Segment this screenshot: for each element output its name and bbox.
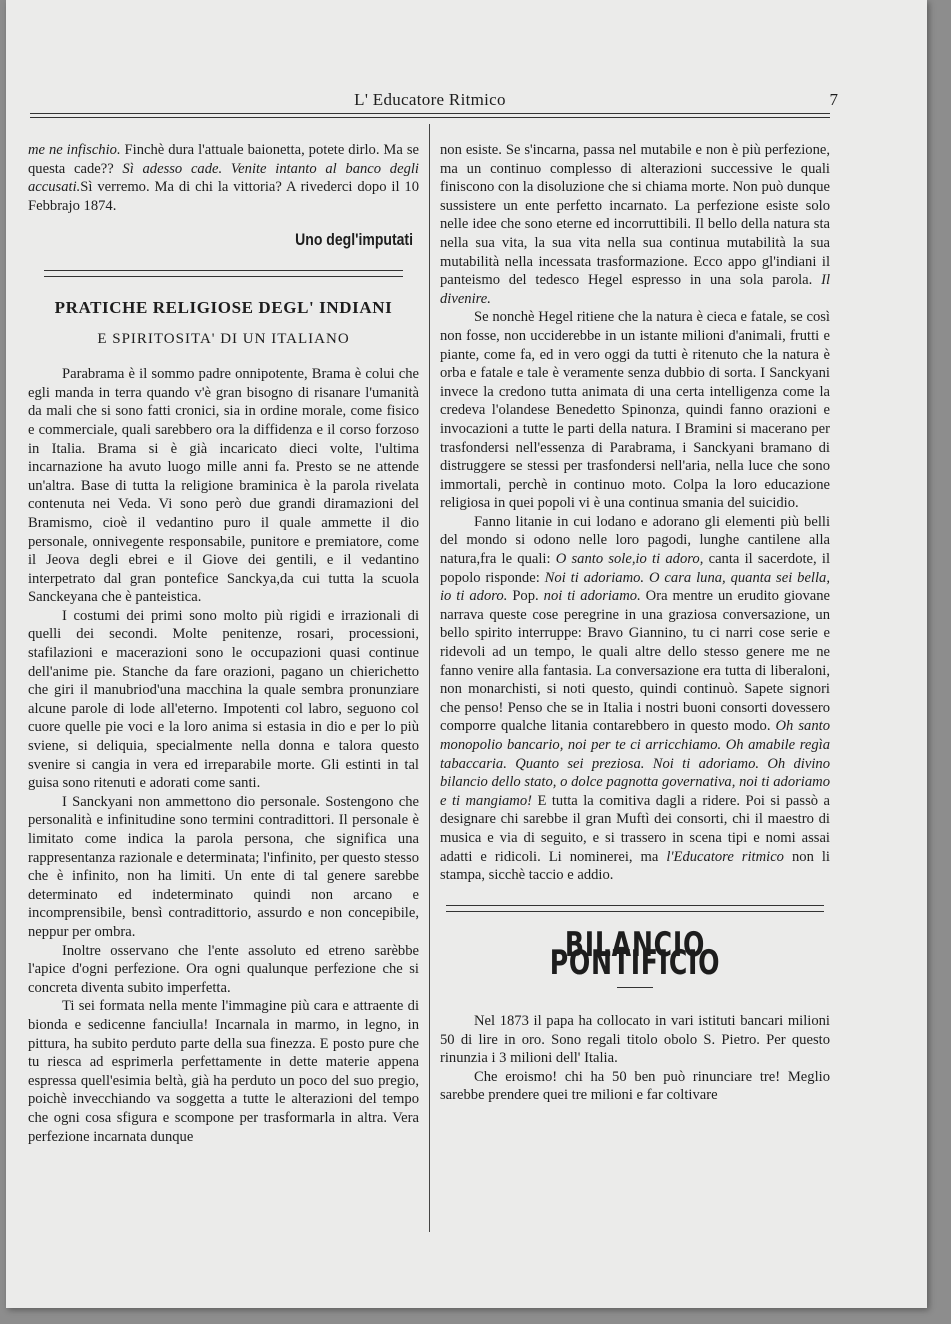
article-paragraph: Parabrama è il sommo padre onnipotente, Brama è colui che egli manda in terra quando v'è gran bisogno di risanare l'umanità da mali che si sono fatti cronici, sia in ordine morale, come fisico e commerciale, quali sarebbero ora la diffidenza e il corso forzoso in Italia. Brama si è già incaricato dieci volte, l'ultima incarnazione ha avuto luogo mille anni fa. Presto se ne attende un'altra. Base di tutta la religione braminica è la parola rivelata contenuta nei Veda. Vi sono però due grandi diramazioni del Bramismo, cioè il vedantino puro il quale ammette il dio personale, onnivegente responsabile, punitore e premiatore, come il Jeova degli ebrei e il Giove dei gentili, e il vedantino interpetrato dal gran pontefice Sanckya,da cui tutta la scuola Sanckeyana che è panteistica. [28,366,419,606]
text-run: non esiste. Se s'incarna, passa nel mutabile e non è più perfezione, ma un continuo complesso di alterazioni successive le quali finiscono con la disoluzione che si chiama morte. Non può dunque sussistere un ente perfetto incarnato. La perfezione esiste solo nelle idee che sono eterne ed incorruttibili. Il bello della natura sta nella sua vita, la sua vita nella sua continua mutabilità la sua mutabilità nella incessata trasformazione. Ecco appo gl'indiani il panteismo del tedesco Hegel espresso in una sola parola. [440,142,830,289]
text-run: non li stampa, sicchè taccio e addio. [440,848,830,884]
left-column [28,141,419,1146]
section-paragraph: Che eroismo! chi ha 50 ben può rinunciare tre! Meglio sarebbe prendere quei tre milioni e far coltivare [440,1068,830,1104]
article-paragraph: I costumi dei primi sono molto più rigidi e irrazionali di quelli dei secondi. Molte penitenze, rosari, processioni, stafilazioni e macerazioni sono le occupazioni quasi continue dell'anime pie. Stanche da fare orazioni, pagano un chierichetto che giri il manubriod'una macchina la quale sembra pronunziare alcune parole di lode all'eterno. Impotenti col labro, seguono col cuore quelle pie voci e la loro anima si estasia in dio e per lo più sviene, si deliquia, specialmente nella donna e talora questo svenire si cangia in vera ed irreparabile morte. Gli estinti in tal guisa sono ritenuti e adorati come santi. [28,607,419,792]
text-run: Fanno litanie in cui lodano e adorano gli elementi più belli del mondo si odono nelle loro pagodi, lunghe cantilene alla natura,fra le quali: [440,513,830,568]
text-run: Finchè dura l'attuale baionetta, potete dirlo. Ma se questa cade?? [28,142,419,177]
italic-text-run: Oh santo monopolio bancario, noi per te ci arricchiamo. Oh amabile regìa tabaccaria. Quanto sei preziosa. Noi ti adoriamo. Oh divino bilancio dello stato, o dolce pagnotta governativa, noi ti adoriamo e ti mangiamo! [440,718,830,809]
right-column [440,141,830,1105]
section-double-rule [44,270,403,277]
article-paragraph [440,308,830,513]
italic-text-run: me ne infischio. [28,142,121,158]
section-paragraph: Nel 1873 il papa ha collocato in vari istituti bancari milioni 50 di lire in oro. Sono regali titolo obolo S. Pietro. Per questo rinunzia i 3 milioni dell' Italia. [440,1012,830,1067]
header-rule [30,113,830,114]
section-double-rule [446,905,824,912]
header-rule [30,117,830,118]
italic-text-run: Il divenire. [440,272,830,307]
column-divider [429,124,430,1232]
text-run: Ora mentre un erudito giovane narrava queste cose peregrine in una graziosa conversazione, un bello spirito interruppe: Bravo Giannino, tu ci narri cose serie e ridevoli ad un tempo, le quali altre dello stesso genere me ne fanno venire alla fantasia. La conversazione era tutta di liberaloni, non monarchisti, si noti questo, quindi continuò. Sapete signori che penso! Penso che se in Italia i nostri buoni consorti dovessero comporre qualche litania contarebbero in questo modo. [440,588,831,735]
text-run: E tutta la comitiva dagli a ridere. Poi si passò a designare chi sarebbe il gran Muftì dei consorti, chi il maestro di musica e via di seguito, e si trassero in scena tipi e nomi assai adatti e ridicoli. Li nominerei, ma [440,792,830,865]
article-paragraph [440,513,830,885]
text-run: Pop. [507,588,544,605]
article-title: PRATICHE RELIGIOSE DEGL' INDIANI [54,297,393,317]
article-paragraph: Inoltre osservano che l'ente assoluto ed etreno sarèbbe l'apice d'ogni perfezione. Ora ogni qualunque perfezione che si concreta diventa subito imperfetta. [28,942,419,996]
article-paragraph [440,141,830,308]
text-run: canta il sacerdote, il popolo risponde: [440,551,830,586]
italic-text-run: Sì adesso cade. Venite intanto al banco degli accusati. [28,160,419,196]
text-run: Sì verremo. Ma di chi la vittoria? A rivederci dopo il 10 Febbrajo 1874. [28,179,419,214]
section-title: BILANCIO PONTIFICIO [549,924,721,984]
page-header [30,88,838,116]
italic-text-run: Noi ti adoriamo. O cara luna, quanta sei bella, io ti adoro. [440,569,830,605]
title-short-rule [617,987,653,988]
page-number: 7 [829,90,838,109]
italic-text-run: l'Educatore ritmico [666,848,784,865]
italic-text-run: O santo sole,io ti adoro, [555,551,704,568]
signature: Uno degl'imputati [295,231,413,250]
article-paragraph: Ti sei formata nella mente l'immagine più cara e attraente di bionda e sedicenne fanciulla! Incarnala in marmo, in legno, in pittura, ha subito perduto parte della sua finezza. E posto pure che tu riesca ad esprimerla perfettamente in dette materie appena espressa quell'esimia beltà, già ha perduto un poco del suo pregio, poichè invecchiando va soggetta a tutte le alterazioni del tempo che ogni cosa sfigura e scompone per trasformarla in altra. Vera perfezione incarnata dunque [28,998,419,1145]
intro-paragraph [28,141,419,215]
running-title: L' Educatore Ritmico [354,90,506,109]
article-paragraph: I Sanckyani non ammettono dio personale. Sostengono che personalità e infinitudine sono termini contradittori. Il personale è limitato come indica la parola persona, che significa una rappresentanza razionale e determinata; l'infinito, per questo stesso che è infinito, non ha limiti. Un ente di tal genere sarebbe determinato ed indeterminato quindi non arcano e incomprensibile, bensì contradittorio, assurdo e non concepibile, neppur per ombra. [28,793,419,940]
text-run: Se nonchè Hegel ritiene che la natura è cieca e fatale, se così non fosse, non ucciderebbe in un istante milioni d'animali, frutti e piante, come fa, ed in vero oggi da tutti è ritenuto che la natura è orba e fatale e tale è veramente senza dubbio di sorta. I Sanckyani invece la credono tutta animata di una certa intelligenza come la credeva l'olandese Benedetto Spinonza, quindi fanno orazioni e invocazioni a tutte le parti della natura. I Bramini si macerano per trasfondersi nell'essenza di Parabrama, i Sanckyani bramano di distruggere se stessi per trasfondersi nell'aria, nella luce che sono immortali, perchè in continuo moto. Colpa la loro educazione religiosa in quei popoli vi è una continua smania del suicidio. [440,309,830,512]
article-subtitle: E SPIRITOSITA' DI UN ITALIANO [97,330,350,347]
italic-text-run: noi ti adoriamo. [543,588,641,605]
newspaper-page [6,0,927,1308]
